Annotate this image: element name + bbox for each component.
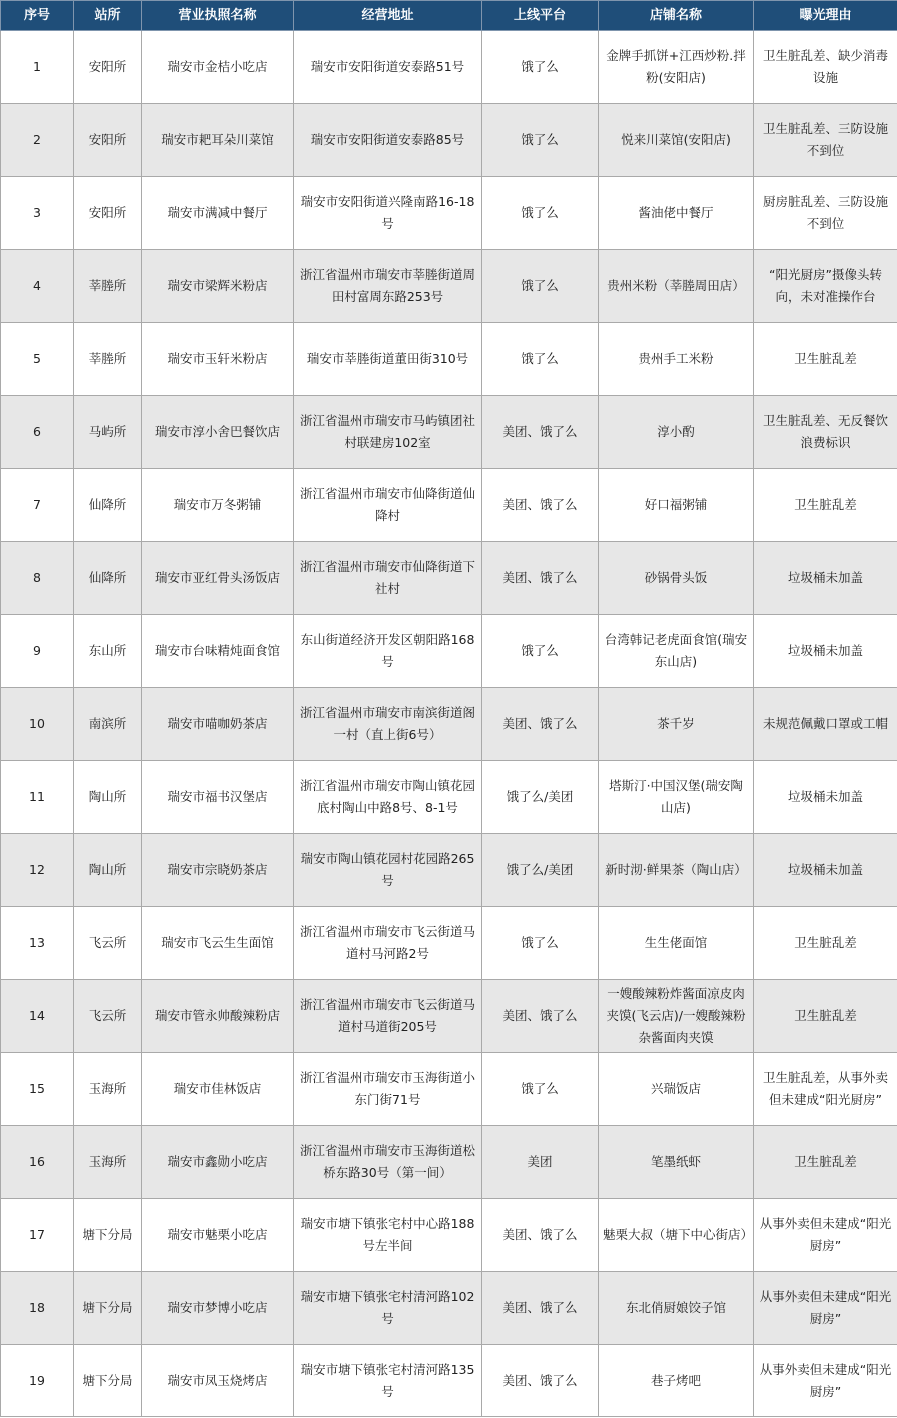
cell-platform: 饿了么 xyxy=(482,1053,599,1126)
table-row xyxy=(1,1272,897,1345)
cell-address: 瑞安市安阳街道安泰路51号 xyxy=(294,31,482,104)
cell-address: 浙江省温州市瑞安市仙降街道下社村 xyxy=(294,542,482,615)
cell-reason: 卫生脏乱差、无反餐饮浪费标识 xyxy=(754,396,897,469)
cell-platform: 美团 xyxy=(482,1126,599,1199)
cell-license-name: 瑞安市梦博小吃店 xyxy=(142,1272,294,1345)
cell-store-name: 贵州手工米粉 xyxy=(599,323,754,396)
cell-platform: 饿了么 xyxy=(482,177,599,250)
table-row xyxy=(1,907,897,980)
cell-station: 安阳所 xyxy=(74,31,142,104)
cell-license-name: 瑞安市淳小舍巴餐饮店 xyxy=(142,396,294,469)
table-row xyxy=(1,1053,897,1126)
cell-license-name: 瑞安市福书汉堡店 xyxy=(142,761,294,834)
cell-station: 仙降所 xyxy=(74,542,142,615)
cell-index: 3 xyxy=(1,177,74,250)
header-license-name: 营业执照名称 xyxy=(142,1,294,31)
cell-station: 陶山所 xyxy=(74,761,142,834)
cell-license-name: 瑞安市玉轩米粉店 xyxy=(142,323,294,396)
cell-store-name: 砂锅骨头饭 xyxy=(599,542,754,615)
cell-store-name: 笔墨纸虾 xyxy=(599,1126,754,1199)
cell-address: 浙江省温州市瑞安市仙降街道仙降村 xyxy=(294,469,482,542)
cell-reason: 卫生脏乱差 xyxy=(754,323,897,396)
cell-store-name: 一嫂酸辣粉炸酱面凉皮肉夹馍(飞云店)/一嫂酸辣粉杂酱面肉夹馍 xyxy=(599,980,754,1053)
cell-address: 浙江省温州市瑞安市陶山镇花园底村陶山中路8号、8-1号 xyxy=(294,761,482,834)
table-row xyxy=(1,761,897,834)
cell-station: 玉海所 xyxy=(74,1126,142,1199)
header-row xyxy=(1,1,897,31)
cell-platform: 饿了么 xyxy=(482,250,599,323)
cell-station: 东山所 xyxy=(74,615,142,688)
cell-license-name: 瑞安市台味精炖面食馆 xyxy=(142,615,294,688)
cell-store-name: 新时沏·鲜果茶（陶山店） xyxy=(599,834,754,907)
cell-store-name: 东北俏厨娘饺子馆 xyxy=(599,1272,754,1345)
table-row xyxy=(1,31,897,104)
table-row xyxy=(1,323,897,396)
cell-store-name: 魅栗大叔（塘下中心街店） xyxy=(599,1199,754,1272)
header-store-name: 店铺名称 xyxy=(599,1,754,31)
cell-address: 瑞安市塘下镇张宅村中心路188号左半间 xyxy=(294,1199,482,1272)
cell-platform: 饿了么 xyxy=(482,615,599,688)
cell-address: 瑞安市安阳街道兴隆南路16-18号 xyxy=(294,177,482,250)
cell-platform: 美团、饿了么 xyxy=(482,1199,599,1272)
header-platform: 上线平台 xyxy=(482,1,599,31)
cell-platform: 美团、饿了么 xyxy=(482,469,599,542)
cell-address: 浙江省温州市瑞安市南滨街道阁一村（直上街6号） xyxy=(294,688,482,761)
cell-platform: 饿了么 xyxy=(482,907,599,980)
cell-address: 瑞安市塘下镇张宅村清河路135号 xyxy=(294,1345,482,1417)
cell-platform: 饿了么 xyxy=(482,104,599,177)
table-row xyxy=(1,615,897,688)
cell-reason: 卫生脏乱差，从事外卖但未建成“阳光厨房” xyxy=(754,1053,897,1126)
cell-platform: 美团、饿了么 xyxy=(482,542,599,615)
table-body xyxy=(1,31,897,1417)
cell-index: 17 xyxy=(1,1199,74,1272)
cell-license-name: 瑞安市耙耳朵川菜馆 xyxy=(142,104,294,177)
cell-index: 5 xyxy=(1,323,74,396)
cell-store-name: 茶千岁 xyxy=(599,688,754,761)
cell-store-name: 酱油佬中餐厅 xyxy=(599,177,754,250)
cell-station: 飞云所 xyxy=(74,980,142,1053)
cell-reason: 垃圾桶未加盖 xyxy=(754,761,897,834)
cell-reason: 卫生脏乱差 xyxy=(754,469,897,542)
cell-platform: 美团、饿了么 xyxy=(482,396,599,469)
cell-license-name: 瑞安市梁辉米粉店 xyxy=(142,250,294,323)
cell-index: 9 xyxy=(1,615,74,688)
table-row xyxy=(1,980,897,1053)
cell-station: 莘塍所 xyxy=(74,250,142,323)
table-row xyxy=(1,1199,897,1272)
cell-index: 8 xyxy=(1,542,74,615)
cell-store-name: 兴瑞饭店 xyxy=(599,1053,754,1126)
cell-license-name: 瑞安市魅栗小吃店 xyxy=(142,1199,294,1272)
table-row xyxy=(1,104,897,177)
cell-store-name: 贵州米粉（莘塍周田店） xyxy=(599,250,754,323)
cell-reason: 卫生脏乱差 xyxy=(754,980,897,1053)
cell-address: 浙江省温州市瑞安市马屿镇团社村联建房102室 xyxy=(294,396,482,469)
cell-reason: 垃圾桶未加盖 xyxy=(754,615,897,688)
cell-store-name: 金牌手抓饼+江西炒粉.拌粉(安阳店) xyxy=(599,31,754,104)
cell-address: 浙江省温州市瑞安市玉海街道松桥东路30号（第一间） xyxy=(294,1126,482,1199)
cell-store-name: 好口福粥铺 xyxy=(599,469,754,542)
cell-index: 2 xyxy=(1,104,74,177)
table-row xyxy=(1,177,897,250)
cell-index: 4 xyxy=(1,250,74,323)
cell-platform: 美团、饿了么 xyxy=(482,1272,599,1345)
table-row xyxy=(1,250,897,323)
cell-reason: 未规范佩戴口罩或工帽 xyxy=(754,688,897,761)
cell-index: 14 xyxy=(1,980,74,1053)
cell-platform: 饿了么 xyxy=(482,323,599,396)
cell-store-name: 巷子烤吧 xyxy=(599,1345,754,1417)
table-row xyxy=(1,1126,897,1199)
cell-store-name: 悦来川菜馆(安阳店) xyxy=(599,104,754,177)
cell-license-name: 瑞安市飞云生生面馆 xyxy=(142,907,294,980)
cell-store-name: 塔斯汀·中国汉堡(瑞安陶山店) xyxy=(599,761,754,834)
table-row xyxy=(1,542,897,615)
cell-license-name: 瑞安市凤玉烧烤店 xyxy=(142,1345,294,1417)
header-index: 序号 xyxy=(1,1,74,31)
cell-reason: 卫生脏乱差 xyxy=(754,1126,897,1199)
cell-platform: 饿了么/美团 xyxy=(482,761,599,834)
cell-station: 马屿所 xyxy=(74,396,142,469)
cell-reason: 卫生脏乱差、三防设施不到位 xyxy=(754,104,897,177)
cell-station: 南滨所 xyxy=(74,688,142,761)
cell-reason: 垃圾桶未加盖 xyxy=(754,542,897,615)
cell-station: 安阳所 xyxy=(74,104,142,177)
cell-station: 塘下分局 xyxy=(74,1272,142,1345)
cell-reason: 卫生脏乱差、缺少消毒设施 xyxy=(754,31,897,104)
cell-address: 东山街道经济开发区朝阳路168号 xyxy=(294,615,482,688)
cell-address: 瑞安市安阳街道安泰路85号 xyxy=(294,104,482,177)
cell-platform: 饿了么/美团 xyxy=(482,834,599,907)
cell-license-name: 瑞安市鑫勋小吃店 xyxy=(142,1126,294,1199)
cell-reason: 从事外卖但未建成“阳光厨房” xyxy=(754,1199,897,1272)
cell-address: 浙江省温州市瑞安市飞云街道马道村马河路2号 xyxy=(294,907,482,980)
cell-reason: 从事外卖但未建成“阳光厨房” xyxy=(754,1345,897,1417)
cell-license-name: 瑞安市满减中餐厅 xyxy=(142,177,294,250)
cell-index: 13 xyxy=(1,907,74,980)
cell-index: 1 xyxy=(1,31,74,104)
header-reason: 曝光理由 xyxy=(754,1,897,31)
table-row xyxy=(1,396,897,469)
cell-address: 瑞安市陶山镇花园村花园路265号 xyxy=(294,834,482,907)
cell-store-name: 生生佬面馆 xyxy=(599,907,754,980)
cell-platform: 美团、饿了么 xyxy=(482,1345,599,1417)
cell-station: 塘下分局 xyxy=(74,1199,142,1272)
cell-station: 莘塍所 xyxy=(74,323,142,396)
cell-reason: 卫生脏乱差 xyxy=(754,907,897,980)
cell-index: 12 xyxy=(1,834,74,907)
cell-license-name: 瑞安市宗晓奶茶店 xyxy=(142,834,294,907)
header-station: 站所 xyxy=(74,1,142,31)
table-row xyxy=(1,1345,897,1417)
cell-index: 18 xyxy=(1,1272,74,1345)
cell-station: 仙降所 xyxy=(74,469,142,542)
cell-platform: 饿了么 xyxy=(482,31,599,104)
cell-index: 19 xyxy=(1,1345,74,1417)
table-row xyxy=(1,688,897,761)
table-row xyxy=(1,469,897,542)
cell-license-name: 瑞安市万冬粥铺 xyxy=(142,469,294,542)
cell-station: 陶山所 xyxy=(74,834,142,907)
table-header xyxy=(1,1,897,31)
cell-index: 10 xyxy=(1,688,74,761)
header-address: 经营地址 xyxy=(294,1,482,31)
cell-reason: “阳光厨房”摄像头转向，未对准操作台 xyxy=(754,250,897,323)
cell-index: 11 xyxy=(1,761,74,834)
cell-reason: 垃圾桶未加盖 xyxy=(754,834,897,907)
cell-store-name: 台湾韩记老虎面食馆(瑞安东山店) xyxy=(599,615,754,688)
cell-station: 安阳所 xyxy=(74,177,142,250)
cell-reason: 从事外卖但未建成“阳光厨房” xyxy=(754,1272,897,1345)
cell-reason: 厨房脏乱差、三防设施不到位 xyxy=(754,177,897,250)
cell-address: 瑞安市莘塍街道董田街310号 xyxy=(294,323,482,396)
cell-license-name: 瑞安市佳林饭店 xyxy=(142,1053,294,1126)
cell-index: 15 xyxy=(1,1053,74,1126)
cell-address: 浙江省温州市瑞安市飞云街道马道村马道街205号 xyxy=(294,980,482,1053)
cell-platform: 美团、饿了么 xyxy=(482,688,599,761)
cell-index: 7 xyxy=(1,469,74,542)
cell-license-name: 瑞安市管永帅酸辣粉店 xyxy=(142,980,294,1053)
table-row xyxy=(1,834,897,907)
cell-platform: 美团、饿了么 xyxy=(482,980,599,1053)
cell-address: 瑞安市塘下镇张宅村清河路102号 xyxy=(294,1272,482,1345)
cell-store-name: 淳小酌 xyxy=(599,396,754,469)
cell-index: 16 xyxy=(1,1126,74,1199)
cell-station: 玉海所 xyxy=(74,1053,142,1126)
cell-address: 浙江省温州市瑞安市玉海街道小东门街71号 xyxy=(294,1053,482,1126)
cell-station: 飞云所 xyxy=(74,907,142,980)
cell-index: 6 xyxy=(1,396,74,469)
cell-address: 浙江省温州市瑞安市莘塍街道周田村富周东路253号 xyxy=(294,250,482,323)
cell-license-name: 瑞安市喵咖奶茶店 xyxy=(142,688,294,761)
cell-station: 塘下分局 xyxy=(74,1345,142,1417)
cell-license-name: 瑞安市亚红骨头汤饭店 xyxy=(142,542,294,615)
cell-license-name: 瑞安市金桔小吃店 xyxy=(142,31,294,104)
